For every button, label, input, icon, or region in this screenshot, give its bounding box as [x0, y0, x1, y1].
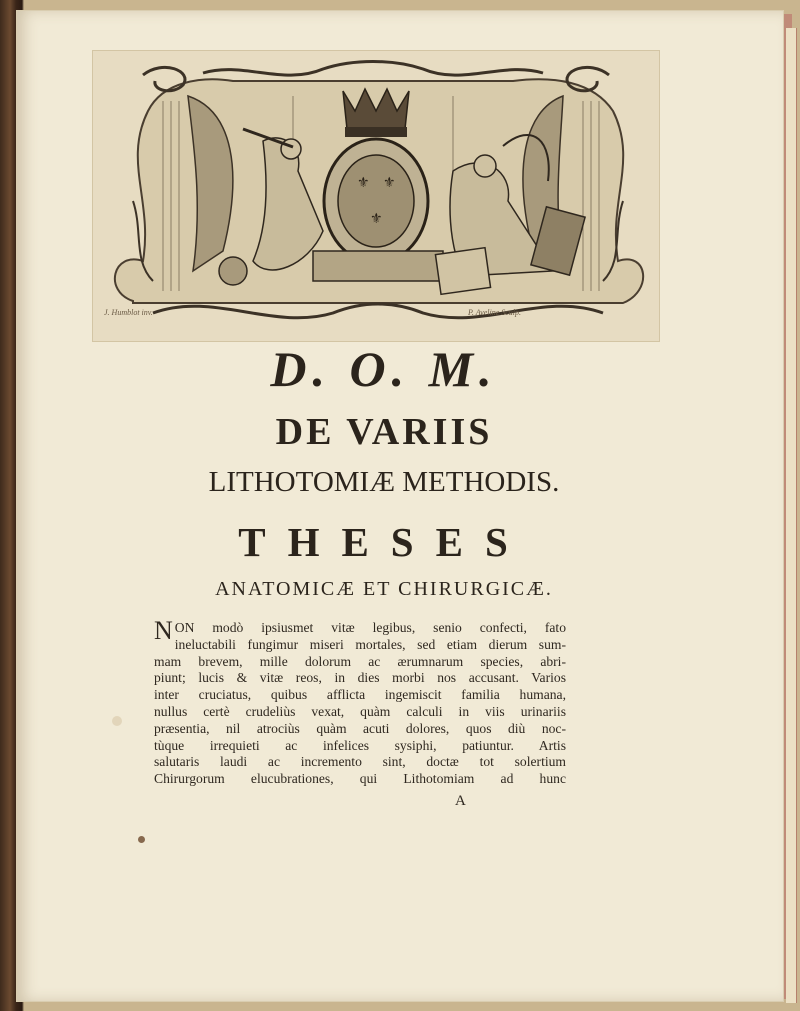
svg-text:⚜: ⚜ [383, 176, 396, 191]
text-line: piunt; lucis & vitæ reos, in dies morbi nos accusant. Varios [154, 670, 566, 686]
text-line: salutaris laudi ac incremento sint, doctæ tot solertium [154, 754, 566, 770]
body-paragraph [154, 616, 566, 788]
text-line: præsentia, nil atrociùs quàm acuti dolores, quos diù noc- [154, 720, 566, 736]
text-line: ineluctabili fungimur miseri mortales, sed etiam dierum sum- [174, 636, 566, 652]
text-line: nullus certè crudeliùs vexat, quàm calculi in viis urinariis [154, 703, 566, 719]
title-line-3: THESES [238, 519, 530, 565]
engraving-inventor-signature: J. Humblot inv. [104, 308, 153, 317]
catchword-signature: A [455, 793, 466, 809]
text-line: tùque irrequieti ac infelices sysiphi, patiuntur. Artis [154, 737, 566, 753]
engraving-engraver-signature: P. Aveline Sculp. [468, 308, 522, 317]
text-line: ON modò ipsiusmet vitæ legibus, senio confecti, fato [174, 620, 566, 635]
dom-heading: D. O. M. [270, 341, 498, 397]
text-line: mam brevem, mille dolorum ac ærumnarum species, abri- [154, 653, 566, 669]
page-fore-edge [786, 28, 797, 1003]
ink-spot [138, 836, 145, 843]
text-line: inter cruciatus, quibus afflicta ingemiscit familia humana, [154, 687, 566, 703]
headpiece-engraving [92, 50, 660, 342]
paper-stain [112, 716, 122, 726]
title-line-1: DE VARIIS [275, 411, 493, 453]
title-line-4: ANATOMICÆ ET CHIRURGICÆ. [215, 578, 553, 600]
title-line-2: LITHOTOMIÆ METHODIS. [208, 466, 560, 498]
svg-text:⚜: ⚜ [370, 212, 383, 227]
drop-cap: N [154, 616, 173, 645]
svg-text:⚜: ⚜ [357, 176, 370, 191]
text-line: Chirurgorum elucubrationes, qui Lithotomiam ad hunc [154, 771, 566, 787]
engraving-illustration [93, 51, 659, 341]
